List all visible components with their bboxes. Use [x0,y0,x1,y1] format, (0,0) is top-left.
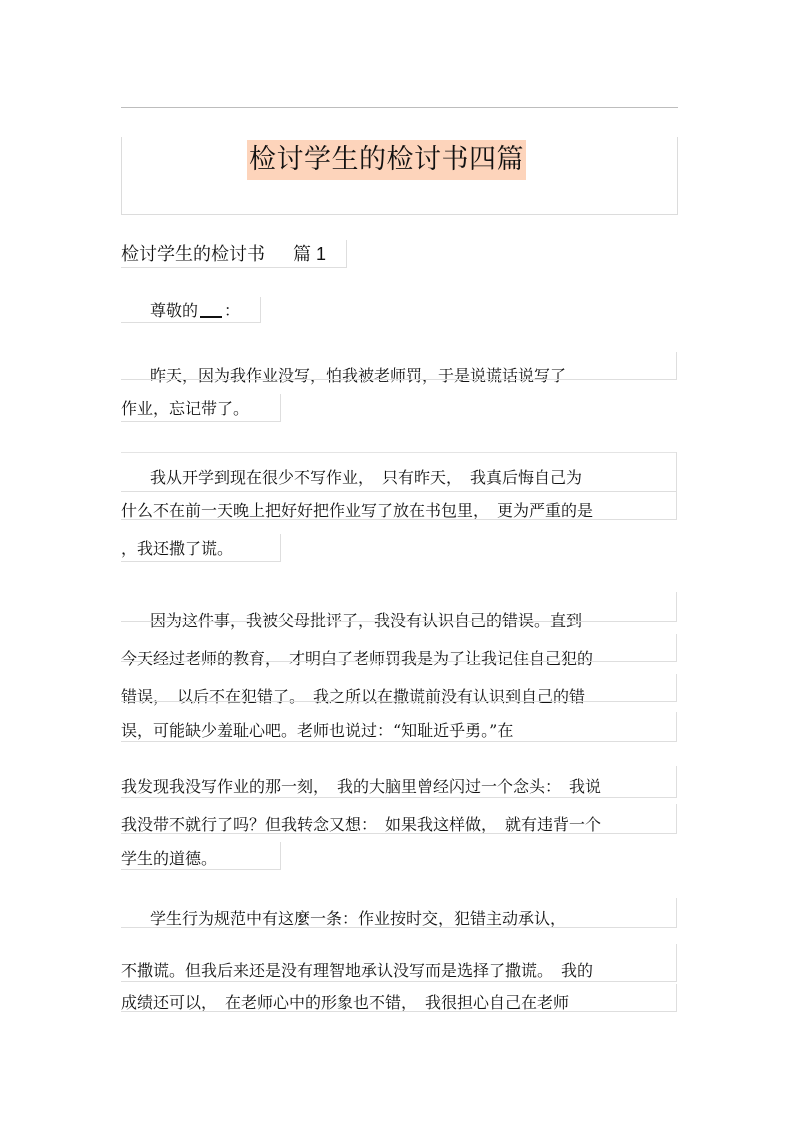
body-line-1: 昨天，因为我作业没写，怕我被老师罚，于是说谎话说写了 [150,366,567,385]
body-line-6: 因为这件事，我被父母批评了，我没有认识自己的错误。直到 [150,611,583,630]
section-number: 篇 1 [293,244,327,264]
top-divider [121,107,678,108]
body-line-2: 作业，忘记带了。 [121,399,250,418]
line-frame [121,634,677,662]
body-line-15: 成绩还可以， 在老师心中的形象也不错， 我很担心自己在老师 [121,993,570,1012]
line-frame [121,352,677,380]
greeting-suffix: ： [224,301,241,320]
line-frame [121,944,677,982]
line-frame [121,984,677,1012]
line-frame [121,766,677,798]
body-line-7: 今天经过老师的教育， 才明白了老师罚我是为了让我记住自己犯的 [121,649,594,668]
line-frame [121,534,281,562]
body-line-12: 学生的道德。 [121,849,218,868]
body-line-8: 错误， 以后不在犯错了。 我之所以在撒谎前没有认识到自己的错 [121,687,586,706]
line-frame [121,452,677,492]
line-frame [121,712,677,742]
body-line-4: 什么不在前一天晚上把好好把作业写了放在书包里， 更为严重的是 [121,501,594,520]
line-frame [121,804,677,834]
line-frame [121,492,677,520]
body-line-9: 误，可能缺少羞耻心吧。老师也说过：“知耻近乎勇。”在 [121,721,514,740]
greeting-prefix: 尊敬的 [150,301,199,320]
body-line-14: 不撒谎。但我后来还是没有理智地承认没写而是选择了撒谎。 我的 [121,961,594,980]
document-title: 检讨学生的检讨书四篇 [247,140,526,180]
greeting-frame [121,297,261,323]
line-frame [121,592,677,622]
line-frame [121,394,281,422]
body-line-11: 我没带不就行了吗？但我转念又想： 如果我这样做， 就有违背一个 [121,815,602,834]
body-line-10: 我发现我没写作业的那一刻， 我的大脑里曾经闪过一个念头： 我说 [121,777,602,796]
heading-frame [121,240,347,268]
line-frame [121,674,677,702]
body-line-5: ，我还撒了谎。 [121,539,234,558]
line-frame [121,842,281,870]
section-heading-text: 检讨学生的检讨书 [121,244,265,265]
line-frame [121,898,677,928]
body-line-13: 学生行为规范中有这麼一条：作业按时交，犯错主动承认， [150,909,567,928]
body-line-3: 我从开学到现在很少不写作业， 只有昨天， 我真后悔自己为 [150,468,583,487]
